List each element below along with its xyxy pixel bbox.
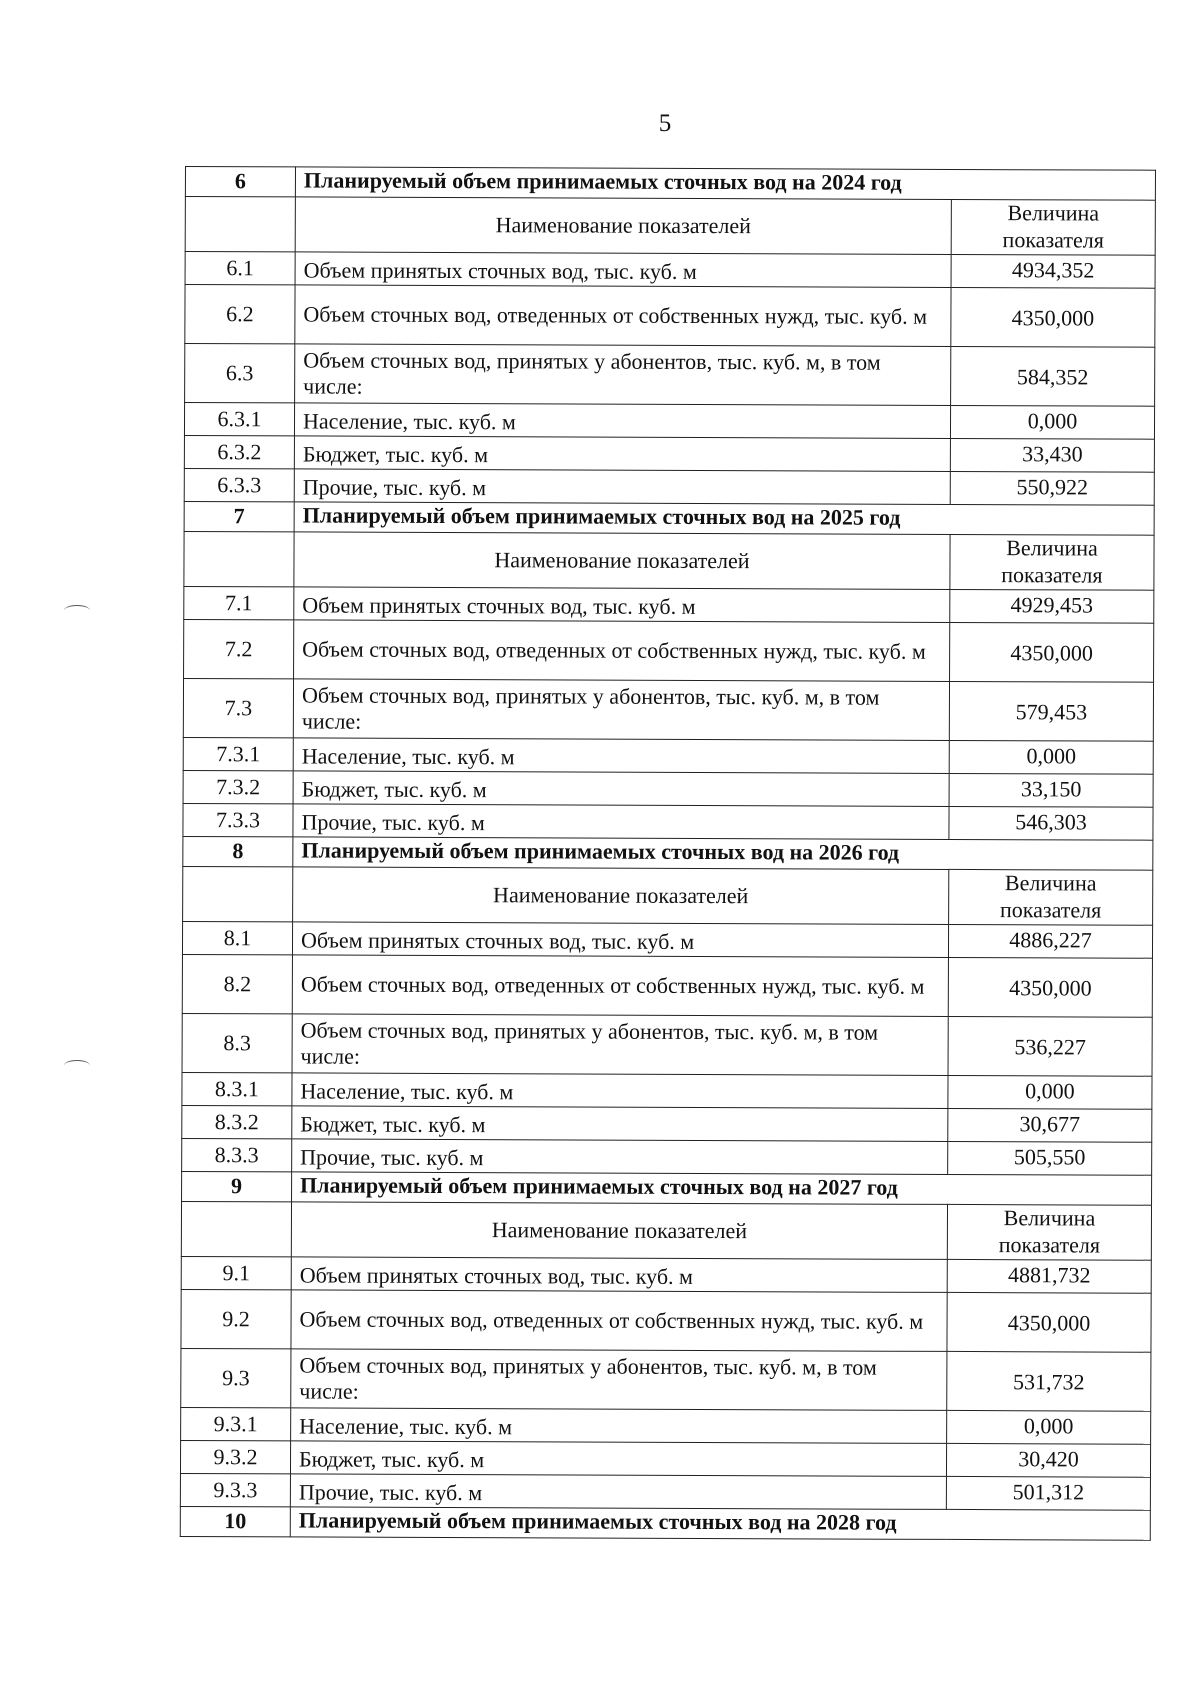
section-number: 9 xyxy=(182,1171,292,1201)
row-number: 6.3 xyxy=(185,344,295,403)
header-empty-cell xyxy=(183,866,293,921)
column-header-row xyxy=(184,531,1154,590)
punch-mark-top xyxy=(64,605,90,616)
column-header-row xyxy=(181,1201,1151,1260)
row-indicator-value: 4929,453 xyxy=(950,589,1154,623)
table-row xyxy=(180,1473,1150,1510)
row-number: 7.3.3 xyxy=(183,803,293,836)
section-title: Планируемый объем принимаемых сточных вод на 2026 год xyxy=(293,837,1153,870)
row-indicator-name: Бюджет, тыс. куб. м xyxy=(290,1441,946,1477)
row-indicator-name: Население, тыс. куб. м xyxy=(294,403,950,439)
table-row xyxy=(183,770,1153,807)
row-indicator-name: Объем принятых сточных вод, тыс. куб. м xyxy=(291,1257,947,1293)
section-row xyxy=(182,1171,1152,1205)
header-indicator-value: Величина показателя xyxy=(947,1204,1151,1260)
row-number: 6.2 xyxy=(185,285,295,344)
header-indicator-name: Наименование показателей xyxy=(294,532,950,590)
header-empty-cell xyxy=(184,531,294,586)
table-row xyxy=(185,285,1155,348)
row-number: 6.3.2 xyxy=(184,435,294,468)
row-indicator-name: Объем сточных вод, отведенных от собственных нужд, тыс. куб. м xyxy=(295,285,951,347)
row-number: 8.3.1 xyxy=(182,1072,292,1105)
row-number: 8.1 xyxy=(182,921,292,954)
row-number: 8.3.2 xyxy=(182,1105,292,1138)
table-row xyxy=(181,1256,1151,1293)
row-indicator-name: Прочие, тыс. куб. м xyxy=(294,469,950,505)
row-number: 9.2 xyxy=(181,1289,291,1348)
row-number: 9.3.3 xyxy=(180,1473,290,1506)
table-row xyxy=(184,403,1154,440)
header-indicator-name: Наименование показателей xyxy=(293,867,949,925)
section-row xyxy=(184,501,1154,535)
row-indicator-value: 30,677 xyxy=(948,1108,1152,1142)
row-indicator-name: Прочие, тыс. куб. м xyxy=(290,1474,946,1510)
row-indicator-name: Бюджет, тыс. куб. м xyxy=(293,771,949,807)
section-row xyxy=(183,836,1153,870)
table-row xyxy=(182,921,1152,958)
table-row xyxy=(184,619,1154,682)
row-number: 9.1 xyxy=(181,1256,291,1289)
table-row xyxy=(183,803,1153,840)
row-number: 6.1 xyxy=(185,252,295,285)
header-indicator-value: Величина показателя xyxy=(951,199,1155,255)
row-indicator-value: 0,000 xyxy=(947,1410,1151,1444)
header-indicator-value: Величина показателя xyxy=(950,534,1154,590)
table-row xyxy=(180,1440,1150,1477)
row-indicator-value: 30,420 xyxy=(946,1443,1150,1477)
row-indicator-value: 4934,352 xyxy=(951,254,1155,288)
table-row xyxy=(183,678,1153,741)
row-indicator-value: 501,312 xyxy=(946,1476,1150,1510)
row-number: 7.3.2 xyxy=(183,770,293,803)
header-indicator-name: Наименование показателей xyxy=(291,1202,947,1260)
table-row xyxy=(183,737,1153,774)
row-number: 7.3 xyxy=(183,678,293,737)
row-indicator-value: 4350,000 xyxy=(947,1292,1151,1352)
table-row xyxy=(182,1138,1152,1175)
row-indicator-value: 33,150 xyxy=(949,773,1153,807)
row-number: 8.2 xyxy=(182,954,292,1013)
section-title: Планируемый объем принимаемых сточных вод на 2024 год xyxy=(295,167,1155,200)
table-row xyxy=(181,1348,1151,1411)
row-indicator-name: Объем сточных вод, отведенных от собственных нужд, тыс. куб. м xyxy=(292,955,948,1017)
row-indicator-name: Объем сточных вод, принятых у абонентов, тыс. куб. м, в том числе: xyxy=(292,1014,948,1076)
row-indicator-name: Объем сточных вод, отведенных от собственных нужд, тыс. куб. м xyxy=(294,620,950,682)
row-number: 9.3.2 xyxy=(180,1440,290,1473)
table-row xyxy=(184,586,1154,623)
section-title: Планируемый объем принимаемых сточных вод на 2028 год xyxy=(290,1507,1150,1540)
section-number: 6 xyxy=(185,167,295,197)
row-indicator-value: 0,000 xyxy=(950,405,1154,439)
row-indicator-name: Население, тыс. куб. м xyxy=(291,1408,947,1444)
row-indicator-value: 584,352 xyxy=(951,346,1155,406)
row-number: 7.2 xyxy=(184,619,294,678)
row-indicator-value: 4350,000 xyxy=(951,287,1155,347)
row-indicator-name: Население, тыс. куб. м xyxy=(293,738,949,774)
section-title: Планируемый объем принимаемых сточных вод на 2025 год xyxy=(294,502,1154,535)
row-number: 8.3 xyxy=(182,1013,292,1072)
header-indicator-name: Наименование показателей xyxy=(295,197,951,255)
section-number: 10 xyxy=(180,1506,290,1536)
row-indicator-name: Объем сточных вод, принятых у абонентов, тыс. куб. м, в том числе: xyxy=(295,344,951,406)
row-indicator-name: Объем сточных вод, отведенных от собственных нужд, тыс. куб. м xyxy=(291,1290,947,1352)
row-indicator-name: Бюджет, тыс. куб. м xyxy=(292,1106,948,1142)
row-indicator-value: 0,000 xyxy=(949,740,1153,774)
row-number: 9.3 xyxy=(181,1348,291,1407)
row-number: 6.3.3 xyxy=(184,468,294,501)
row-indicator-value: 4350,000 xyxy=(950,622,1154,682)
section-row xyxy=(185,167,1155,201)
column-header-row xyxy=(183,866,1153,925)
wastewater-plan-table-container xyxy=(180,166,1155,1541)
row-indicator-value: 4886,227 xyxy=(948,924,1152,958)
row-number: 6.3.1 xyxy=(184,403,294,436)
row-number: 9.3.1 xyxy=(181,1407,291,1440)
row-indicator-name: Население, тыс. куб. м xyxy=(292,1073,948,1109)
row-indicator-name: Объем принятых сточных вод, тыс. куб. м xyxy=(295,252,951,288)
table-row xyxy=(182,1013,1152,1076)
section-number: 7 xyxy=(184,501,294,531)
header-empty-cell xyxy=(185,197,295,252)
table-row xyxy=(185,252,1155,289)
row-indicator-name: Прочие, тыс. куб. м xyxy=(293,804,949,840)
header-empty-cell xyxy=(181,1201,291,1256)
row-indicator-value: 550,922 xyxy=(950,471,1154,505)
wastewater-plan-table xyxy=(180,166,1156,1541)
row-indicator-value: 579,453 xyxy=(949,681,1153,741)
table-row xyxy=(181,1407,1151,1444)
row-number: 8.3.3 xyxy=(182,1138,292,1171)
row-indicator-value: 33,430 xyxy=(950,438,1154,472)
section-number: 8 xyxy=(183,836,293,866)
table-row xyxy=(182,1105,1152,1142)
punch-mark-bottom xyxy=(64,1060,90,1071)
row-indicator-value: 0,000 xyxy=(948,1075,1152,1109)
row-indicator-name: Объем принятых сточных вод, тыс. куб. м xyxy=(292,922,948,958)
row-indicator-value: 4881,732 xyxy=(947,1259,1151,1293)
row-indicator-name: Бюджет, тыс. куб. м xyxy=(294,436,950,472)
section-title: Планируемый объем принимаемых сточных вод на 2027 год xyxy=(292,1172,1152,1205)
table-row xyxy=(182,1072,1152,1109)
table-row xyxy=(185,344,1155,407)
row-indicator-name: Объем сточных вод, принятых у абонентов, тыс. куб. м, в том числе: xyxy=(291,1349,947,1411)
table-row xyxy=(184,468,1154,505)
row-indicator-name: Объем сточных вод, принятых у абонентов, тыс. куб. м, в том числе: xyxy=(293,679,949,741)
row-indicator-value: 546,303 xyxy=(949,806,1153,840)
table-body xyxy=(180,167,1155,1541)
column-header-row xyxy=(185,197,1155,256)
row-indicator-name: Объем принятых сточных вод, тыс. куб. м xyxy=(294,587,950,623)
table-row xyxy=(182,954,1152,1017)
header-indicator-value: Величина показателя xyxy=(949,869,1153,925)
row-number: 7.1 xyxy=(184,586,294,619)
row-indicator-value: 531,732 xyxy=(947,1351,1151,1411)
row-indicator-value: 536,227 xyxy=(948,1016,1152,1076)
table-row xyxy=(184,435,1154,472)
row-indicator-value: 4350,000 xyxy=(948,957,1152,1017)
section-row xyxy=(180,1506,1150,1540)
row-indicator-value: 505,550 xyxy=(948,1141,1152,1175)
table-row xyxy=(181,1289,1151,1352)
page-number: 5 xyxy=(658,110,672,137)
row-number: 7.3.1 xyxy=(183,737,293,770)
row-indicator-name: Прочие, тыс. куб. м xyxy=(292,1139,948,1175)
